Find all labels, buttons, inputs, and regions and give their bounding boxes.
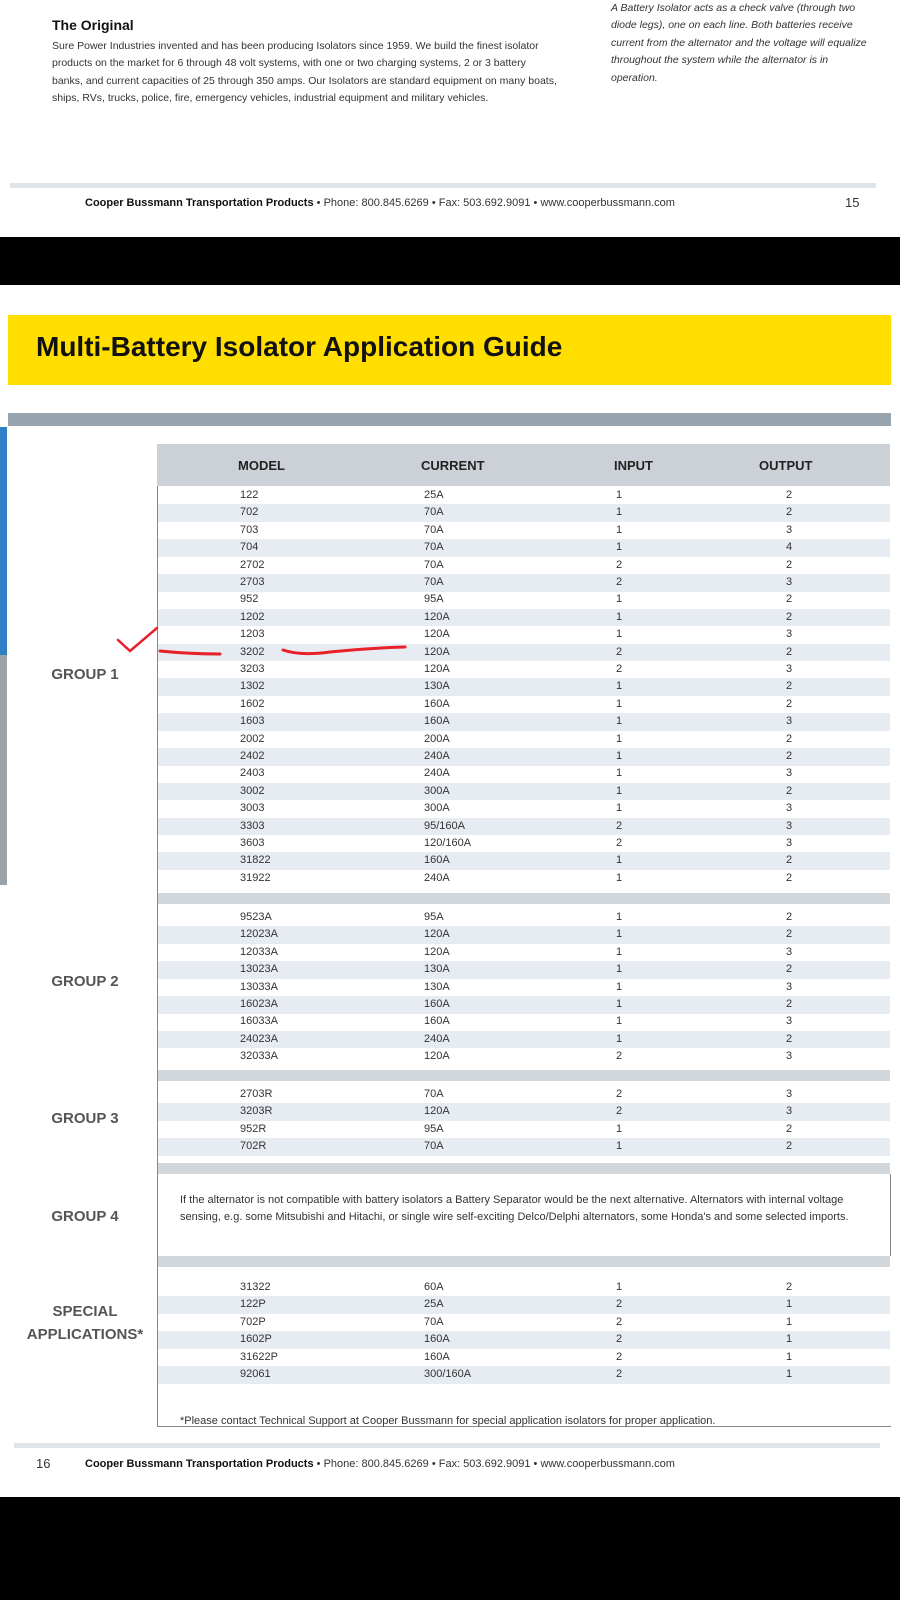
footer-rule — [14, 1443, 880, 1448]
output-cell: 2 — [785, 680, 793, 693]
input-cell: 2 — [615, 1315, 623, 1328]
input-cell: 2 — [615, 1368, 623, 1380]
group-separator — [158, 1256, 890, 1267]
input-cell: 2 — [615, 558, 623, 571]
table-row — [158, 979, 890, 997]
output-cell: 2 — [785, 558, 793, 571]
current-cell: 130A — [424, 680, 450, 693]
model-cell: 2403 — [240, 767, 265, 780]
page-title: Multi-Battery Isolator Application Guide — [36, 331, 563, 362]
output-cell: 2 — [785, 854, 793, 867]
output-cell: 3 — [785, 1088, 793, 1100]
input-cell: 1 — [615, 980, 623, 993]
current-cell: 120A — [424, 645, 450, 658]
output-cell: 2 — [785, 928, 793, 941]
output-cell: 3 — [785, 945, 793, 958]
output-cell: 3 — [785, 1015, 793, 1028]
output-cell: 1 — [785, 1333, 793, 1346]
model-cell: 3002 — [240, 784, 265, 797]
group-separator — [158, 1070, 890, 1081]
footer-contact: • Phone: 800.845.6269 • Fax: 503.692.9091 • www.cooperbussmann.com — [316, 197, 675, 209]
output-cell: 2 — [785, 697, 793, 710]
header-current: CURRENT — [421, 458, 485, 473]
model-cell: 24023A — [240, 1032, 278, 1045]
table-row — [158, 870, 890, 888]
input-cell: 1 — [615, 854, 623, 867]
model-cell: 3303 — [240, 819, 265, 832]
model-cell: 16023A — [240, 998, 278, 1010]
group4-text: If the alternator is not compatible with battery isolators a Battery Separator would be the next alternative. Alternators with internal voltage sensing, e.g. some Mitsubishi and Hitachi, or single wire self-exciting Delco/Delphi alternators, some Honda's and some selected imports. — [180, 1194, 849, 1223]
model-cell: 3003 — [240, 802, 265, 815]
input-cell: 1 — [615, 1032, 623, 1045]
model-cell: 31922 — [240, 871, 271, 884]
output-cell: 2 — [785, 1122, 793, 1135]
current-cell: 95A — [424, 593, 444, 606]
group-separator — [158, 893, 890, 904]
current-cell: 300A — [424, 784, 450, 797]
model-cell: 2702 — [240, 558, 265, 571]
input-cell: 1 — [615, 784, 623, 797]
input-cell: 1 — [615, 593, 623, 606]
input-cell: 1 — [615, 750, 623, 762]
output-cell: 2 — [785, 750, 793, 762]
output-cell: 2 — [785, 1281, 793, 1293]
model-cell: 13033A — [240, 980, 278, 993]
current-cell: 95A — [424, 911, 444, 923]
input-cell: 1 — [615, 489, 623, 501]
table-row — [158, 1103, 890, 1121]
output-cell: 3 — [785, 523, 793, 536]
current-cell: 70A — [424, 523, 444, 536]
footer-contact: • Phone: 800.845.6269 • Fax: 503.692.9091 • www.cooperbussmann.com — [316, 1458, 675, 1470]
input-cell: 1 — [615, 998, 623, 1010]
input-cell: 1 — [615, 871, 623, 884]
current-cell: 300A — [424, 802, 450, 815]
table-row — [158, 748, 890, 766]
current-cell: 240A — [424, 1032, 450, 1045]
model-cell: 702P — [240, 1315, 266, 1328]
table-row — [158, 1366, 890, 1384]
current-cell: 120/160A — [424, 837, 472, 849]
input-cell: 1 — [615, 1140, 623, 1153]
model-cell: 9523A — [240, 911, 272, 923]
table-row — [158, 961, 890, 979]
model-cell: 3603 — [240, 837, 265, 849]
group-separator — [158, 1163, 890, 1174]
current-cell: 120A — [424, 945, 450, 958]
group4-label: GROUP 4 — [51, 1208, 119, 1225]
output-cell: 4 — [785, 541, 793, 554]
model-cell: 16033A — [240, 1015, 278, 1028]
current-cell: 70A — [424, 558, 444, 571]
model-cell: 1602 — [240, 697, 265, 710]
input-cell: 1 — [615, 732, 623, 745]
table-row — [158, 1121, 890, 1139]
group3-label: GROUP 3 — [51, 1110, 119, 1127]
output-cell: 2 — [785, 998, 793, 1010]
output-cell: 3 — [785, 663, 793, 675]
input-cell: 1 — [615, 1015, 623, 1028]
group1-label: GROUP 1 — [51, 666, 119, 683]
model-cell: 703 — [240, 523, 259, 536]
input-cell: 1 — [615, 1122, 623, 1135]
table-row — [158, 1013, 890, 1031]
model-cell: 2703 — [240, 576, 265, 588]
input-cell: 1 — [615, 928, 623, 941]
model-cell: 92061 — [240, 1368, 271, 1380]
annotation-checkmark — [118, 628, 157, 651]
input-cell: 1 — [615, 680, 623, 693]
current-cell: 160A — [424, 1350, 450, 1363]
output-cell: 3 — [785, 1105, 793, 1118]
section-heading: The Original — [52, 17, 134, 33]
sidebar-note: A Battery Isolator acts as a check valve (through two diode legs), one on each line. Both batteries receive current from the alternator and the voltage will equalize throughout the system while the alternator is in operation. — [611, 2, 867, 84]
table-row — [158, 1331, 890, 1349]
output-cell: 3 — [785, 576, 793, 588]
annotation-underline-left — [160, 651, 220, 654]
current-cell: 95/160A — [424, 819, 465, 832]
model-cell: 1603 — [240, 715, 265, 728]
model-cell: 12023A — [240, 928, 278, 941]
model-cell: 31322 — [240, 1281, 271, 1293]
bottom-gap — [0, 1497, 900, 1600]
model-cell: 952 — [240, 593, 259, 606]
output-cell: 2 — [785, 489, 793, 501]
output-cell: 2 — [785, 645, 793, 658]
model-cell: 3203R — [240, 1105, 273, 1118]
annotation-underline-right — [283, 647, 405, 654]
input-cell: 1 — [615, 628, 623, 641]
current-cell: 95A — [424, 1122, 444, 1135]
table-row — [158, 1279, 890, 1297]
table-row — [158, 1031, 890, 1049]
output-cell: 3 — [785, 837, 793, 849]
output-cell: 1 — [785, 1368, 793, 1380]
current-cell: 300/160A — [424, 1368, 472, 1380]
output-cell: 3 — [785, 767, 793, 780]
current-cell: 70A — [424, 541, 444, 554]
input-cell: 1 — [615, 610, 623, 623]
current-cell: 70A — [424, 576, 444, 588]
output-cell: 2 — [785, 1032, 793, 1045]
page-number: 16 — [36, 1456, 51, 1471]
input-cell: 1 — [615, 963, 623, 976]
model-cell: 31822 — [240, 854, 271, 867]
current-cell: 130A — [424, 963, 450, 976]
output-cell: 3 — [785, 715, 793, 728]
input-cell: 1 — [615, 523, 623, 536]
model-cell: 2002 — [240, 732, 265, 745]
current-cell: 70A — [424, 506, 444, 519]
current-cell: 120A — [424, 928, 450, 941]
output-cell: 1 — [785, 1350, 793, 1363]
footnote: *Please contact Technical Support at Cooper Bussmann for special application isolators for proper application. — [180, 1415, 716, 1427]
current-cell: 240A — [424, 767, 450, 780]
current-cell: 200A — [424, 732, 450, 745]
current-cell: 160A — [424, 1333, 450, 1346]
red-annotation — [0, 0, 900, 700]
input-cell: 1 — [615, 541, 623, 554]
footer-company: Cooper Bussmann Transportation Products — [85, 197, 314, 209]
table-row — [158, 1138, 890, 1156]
input-cell: 2 — [615, 1105, 623, 1118]
model-cell: 1203 — [240, 628, 265, 641]
input-cell: 1 — [615, 1281, 623, 1293]
page-number: 15 — [845, 195, 860, 210]
current-cell: 70A — [424, 1140, 444, 1153]
table-row — [158, 765, 890, 783]
output-cell: 3 — [785, 802, 793, 815]
input-cell: 1 — [615, 945, 623, 958]
input-cell: 2 — [615, 1050, 623, 1063]
output-cell: 2 — [785, 871, 793, 884]
current-cell: 160A — [424, 1015, 450, 1028]
input-cell: 2 — [615, 1333, 623, 1346]
input-cell: 2 — [615, 645, 623, 658]
output-cell: 2 — [785, 610, 793, 623]
model-cell: 12033A — [240, 945, 278, 958]
model-cell: 2703R — [240, 1088, 273, 1100]
model-cell: 122 — [240, 489, 259, 501]
table-row — [158, 852, 890, 870]
input-cell: 2 — [615, 1088, 623, 1100]
table-row — [158, 926, 890, 944]
model-cell: 3202 — [240, 645, 265, 658]
current-cell: 160A — [424, 998, 450, 1010]
output-cell: 2 — [785, 784, 793, 797]
output-cell: 2 — [785, 963, 793, 976]
output-cell: 2 — [785, 506, 793, 519]
input-cell: 1 — [615, 767, 623, 780]
current-cell: 60A — [424, 1281, 444, 1293]
input-cell: 2 — [615, 576, 623, 588]
output-cell: 1 — [785, 1315, 793, 1328]
table-row — [158, 731, 890, 749]
input-cell: 1 — [615, 697, 623, 710]
input-cell: 1 — [615, 802, 623, 815]
output-cell: 3 — [785, 628, 793, 641]
header-input: INPUT — [614, 458, 653, 473]
table-row — [158, 909, 890, 927]
model-cell: 2402 — [240, 750, 265, 762]
output-cell: 3 — [785, 980, 793, 993]
table-row — [158, 1048, 890, 1066]
output-cell: 2 — [785, 1140, 793, 1153]
table-row — [158, 800, 890, 818]
page-footer — [85, 1458, 675, 1470]
current-cell: 120A — [424, 663, 450, 675]
table-row — [158, 944, 890, 962]
input-cell: 2 — [615, 837, 623, 849]
output-cell: 2 — [785, 911, 793, 923]
input-cell: 2 — [615, 663, 623, 675]
current-cell: 120A — [424, 1050, 450, 1063]
current-cell: 120A — [424, 1105, 450, 1118]
output-cell: 3 — [785, 1050, 793, 1063]
current-cell: 160A — [424, 715, 450, 728]
current-cell: 25A — [424, 489, 444, 501]
input-cell: 2 — [615, 1298, 623, 1311]
model-cell: 31622P — [240, 1350, 278, 1363]
table-row — [158, 996, 890, 1014]
input-cell: 2 — [615, 1350, 623, 1363]
current-cell: 120A — [424, 628, 450, 641]
current-cell: 120A — [424, 610, 450, 623]
current-cell: 70A — [424, 1315, 444, 1328]
output-cell: 1 — [785, 1298, 793, 1311]
model-cell: 952R — [240, 1122, 267, 1135]
table-row — [158, 1349, 890, 1367]
table-row — [158, 1296, 890, 1314]
current-cell: 240A — [424, 750, 450, 762]
model-cell: 702R — [240, 1140, 267, 1153]
input-cell: 1 — [615, 911, 623, 923]
table-row — [158, 783, 890, 801]
special-label-line1: SPECIAL — [52, 1303, 118, 1320]
current-cell: 160A — [424, 854, 450, 867]
current-cell: 70A — [424, 1088, 444, 1100]
output-cell: 3 — [785, 819, 793, 832]
current-cell: 130A — [424, 980, 450, 993]
input-cell: 1 — [615, 506, 623, 519]
table-row — [158, 713, 890, 731]
section-body: Sure Power Industries invented and has been producing Isolators since 1959. We build the finest isolator products on the market for 6 through 48 volt systems, with one or two charging systems, 2 or 3 battery banks, and current capacities of 25 through 350 amps. Our Isolators are standard equipment on many boats, ships, RVs, trucks, police, fire, emergency vehicles, industrial equipment and military vehicles. — [52, 40, 557, 105]
special-label-line2: APPLICATIONS* — [26, 1326, 144, 1343]
model-cell: 1602P — [240, 1333, 272, 1346]
current-cell: 25A — [424, 1298, 444, 1311]
model-cell: 1302 — [240, 680, 265, 693]
model-cell: 1202 — [240, 610, 265, 623]
group2-label: GROUP 2 — [51, 973, 119, 990]
table-row — [158, 1314, 890, 1332]
input-cell: 2 — [615, 819, 623, 832]
model-cell: 3203 — [240, 663, 265, 675]
model-cell: 13023A — [240, 963, 278, 976]
model-cell: 702 — [240, 506, 259, 519]
table-row — [158, 835, 890, 853]
input-cell: 1 — [615, 715, 623, 728]
footer-company: Cooper Bussmann Transportation Products — [85, 1458, 314, 1470]
output-cell: 2 — [785, 593, 793, 606]
model-cell: 704 — [240, 541, 259, 554]
model-cell: 32033A — [240, 1050, 278, 1063]
header-model: MODEL — [238, 458, 285, 473]
current-cell: 160A — [424, 697, 450, 710]
table-row — [158, 1086, 890, 1104]
current-cell: 240A — [424, 871, 450, 884]
table-row — [158, 818, 890, 836]
output-cell: 2 — [785, 732, 793, 745]
header-output: OUTPUT — [759, 458, 813, 473]
model-cell: 122P — [240, 1298, 266, 1311]
